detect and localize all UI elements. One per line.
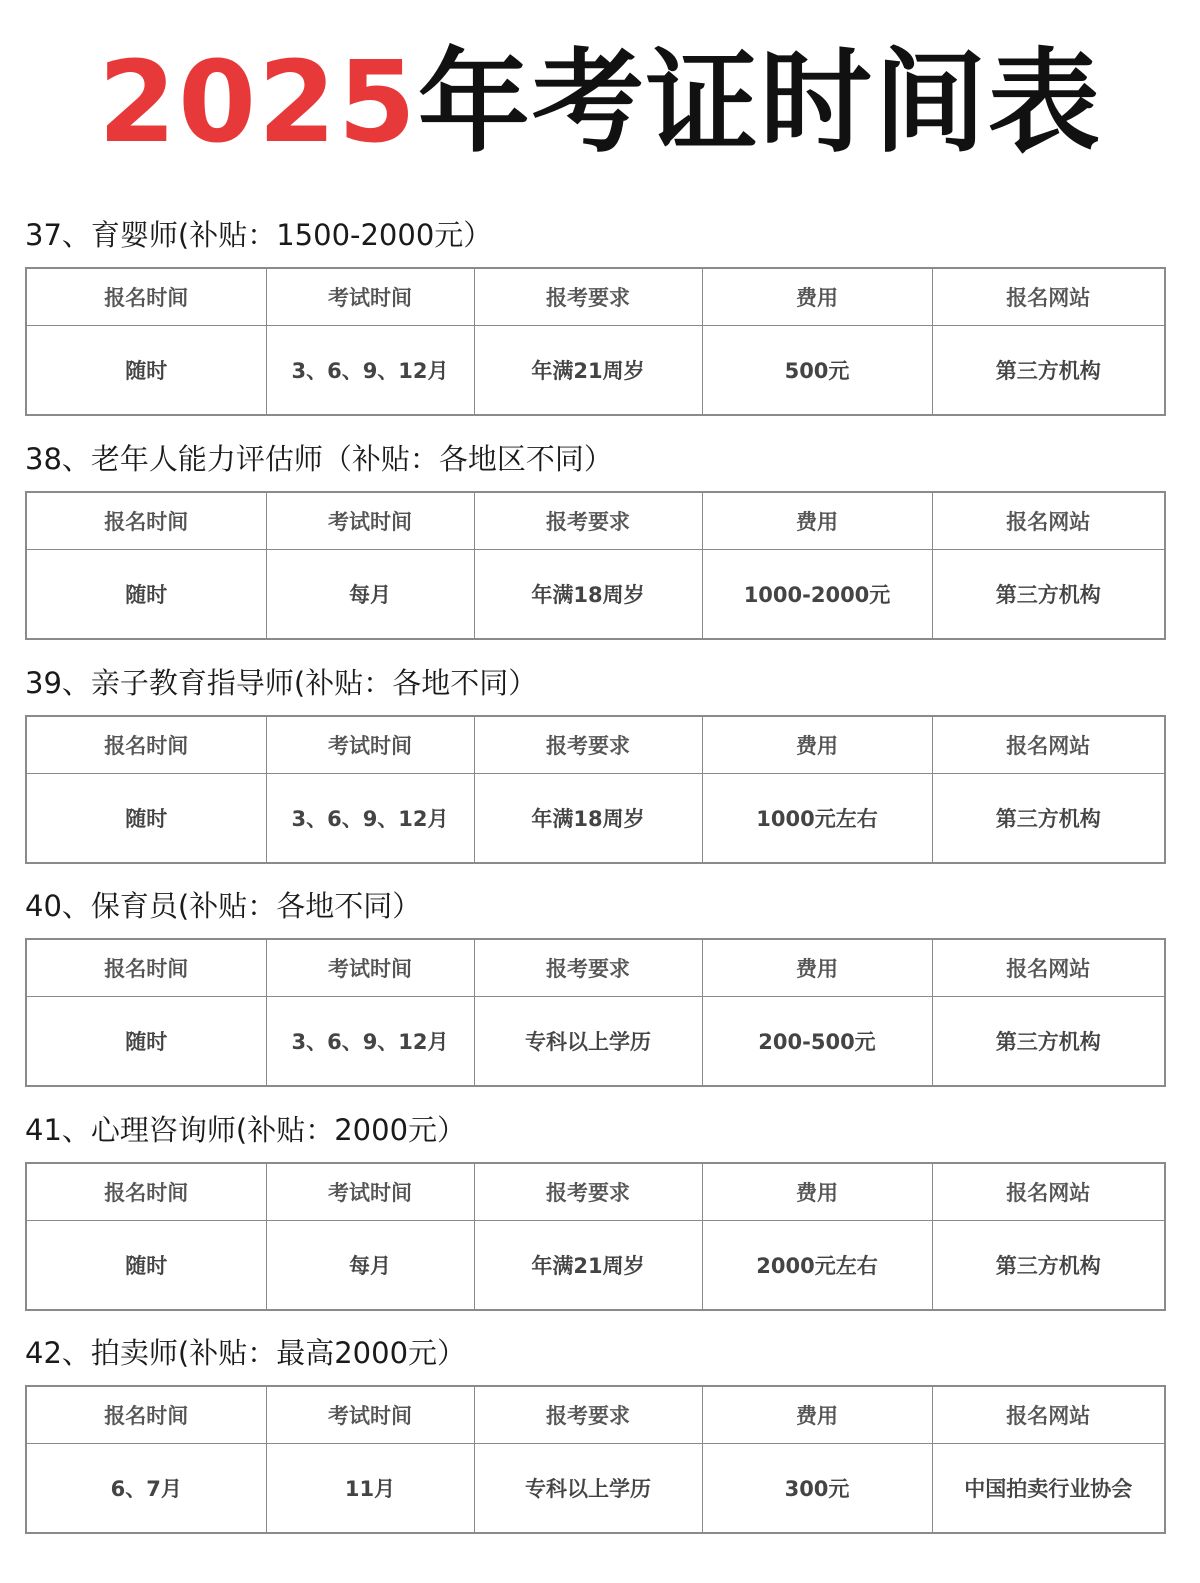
section-heading: 41、心理咨询师(补贴：2000元）	[25, 1113, 467, 1147]
header-requirements: 报考要求	[474, 1386, 702, 1444]
header-website: 报名网站	[932, 492, 1165, 550]
cell-fee: 1000-2000元	[702, 550, 932, 640]
header-website: 报名网站	[932, 939, 1165, 997]
section-38	[25, 434, 1164, 640]
header-exam-time: 考试时间	[266, 492, 474, 550]
section-40	[25, 881, 1164, 1087]
header-registration-time: 报名时间	[26, 1163, 266, 1221]
cell-website: 第三方机构	[932, 774, 1165, 864]
header-requirements: 报考要求	[474, 492, 702, 550]
section-heading: 40、保育员(补贴：各地不同）	[25, 889, 422, 923]
header-fee: 费用	[702, 939, 932, 997]
cell-website: 第三方机构	[932, 997, 1165, 1087]
header-fee: 费用	[702, 1163, 932, 1221]
cell-registration-time: 随时	[26, 997, 266, 1087]
header-registration-time: 报名时间	[26, 716, 266, 774]
section-42	[25, 1328, 1164, 1534]
title-year: 2025	[98, 38, 418, 168]
table-header-row	[26, 1163, 1165, 1221]
header-exam-time: 考试时间	[266, 1163, 474, 1221]
header-requirements: 报考要求	[474, 268, 702, 326]
cell-fee: 1000元左右	[702, 774, 932, 864]
header-website: 报名网站	[932, 1386, 1165, 1444]
cell-exam-time: 3、6、9、12月	[266, 997, 474, 1087]
header-fee: 费用	[702, 492, 932, 550]
header-fee: 费用	[702, 268, 932, 326]
cell-website: 第三方机构	[932, 550, 1165, 640]
section-heading: 42、拍卖师(补贴：最高2000元）	[25, 1336, 467, 1370]
table-row	[26, 997, 1165, 1087]
header-requirements: 报考要求	[474, 716, 702, 774]
page-title	[0, 38, 1200, 168]
schedule-table	[25, 1162, 1166, 1311]
cell-exam-time: 每月	[266, 550, 474, 640]
section-39	[25, 658, 1164, 864]
header-fee: 费用	[702, 716, 932, 774]
section-41	[25, 1105, 1164, 1311]
title-text: 年考证时间表	[417, 38, 1102, 168]
table-header-row	[26, 716, 1165, 774]
table-row	[26, 326, 1165, 416]
table-header-row	[26, 939, 1165, 997]
cell-exam-time: 3、6、9、12月	[266, 774, 474, 864]
header-fee: 费用	[702, 1386, 932, 1444]
cell-website: 第三方机构	[932, 1221, 1165, 1311]
header-requirements: 报考要求	[474, 939, 702, 997]
header-exam-time: 考试时间	[266, 1386, 474, 1444]
table-header-row	[26, 268, 1165, 326]
cell-requirements: 年满18周岁	[474, 550, 702, 640]
header-registration-time: 报名时间	[26, 939, 266, 997]
cell-registration-time: 随时	[26, 774, 266, 864]
section-37	[25, 210, 1164, 416]
cell-registration-time: 6、7月	[26, 1444, 266, 1534]
header-exam-time: 考试时间	[266, 716, 474, 774]
section-heading: 38、老年人能力评估师（补贴：各地区不同）	[25, 442, 613, 476]
header-registration-time: 报名时间	[26, 1386, 266, 1444]
section-heading: 39、亲子教育指导师(补贴：各地不同）	[25, 666, 538, 700]
cell-requirements: 专科以上学历	[474, 1444, 702, 1534]
schedule-table	[25, 715, 1166, 864]
header-website: 报名网站	[932, 1163, 1165, 1221]
schedule-table	[25, 938, 1166, 1087]
cell-requirements: 专科以上学历	[474, 997, 702, 1087]
schedule-table	[25, 491, 1166, 640]
header-website: 报名网站	[932, 268, 1165, 326]
header-exam-time: 考试时间	[266, 268, 474, 326]
cell-website: 第三方机构	[932, 326, 1165, 416]
cell-requirements: 年满21周岁	[474, 1221, 702, 1311]
cell-exam-time: 11月	[266, 1444, 474, 1534]
schedule-table	[25, 1385, 1166, 1534]
header-exam-time: 考试时间	[266, 939, 474, 997]
cell-exam-time: 每月	[266, 1221, 474, 1311]
schedule-table	[25, 267, 1166, 416]
header-registration-time: 报名时间	[26, 268, 266, 326]
cell-exam-time: 3、6、9、12月	[266, 326, 474, 416]
cell-requirements: 年满21周岁	[474, 326, 702, 416]
section-heading: 37、育婴师(补贴：1500-2000元）	[25, 218, 493, 252]
header-website: 报名网站	[932, 716, 1165, 774]
header-requirements: 报考要求	[474, 1163, 702, 1221]
cell-requirements: 年满18周岁	[474, 774, 702, 864]
table-row	[26, 1444, 1165, 1534]
cell-registration-time: 随时	[26, 326, 266, 416]
cell-fee: 200-500元	[702, 997, 932, 1087]
cell-fee: 300元	[702, 1444, 932, 1534]
table-row	[26, 774, 1165, 864]
cell-fee: 2000元左右	[702, 1221, 932, 1311]
table-row	[26, 1221, 1165, 1311]
table-header-row	[26, 1386, 1165, 1444]
header-registration-time: 报名时间	[26, 492, 266, 550]
table-header-row	[26, 492, 1165, 550]
cell-website: 中国拍卖行业协会	[932, 1444, 1165, 1534]
cell-registration-time: 随时	[26, 1221, 266, 1311]
cell-registration-time: 随时	[26, 550, 266, 640]
cell-fee: 500元	[702, 326, 932, 416]
table-row	[26, 550, 1165, 640]
